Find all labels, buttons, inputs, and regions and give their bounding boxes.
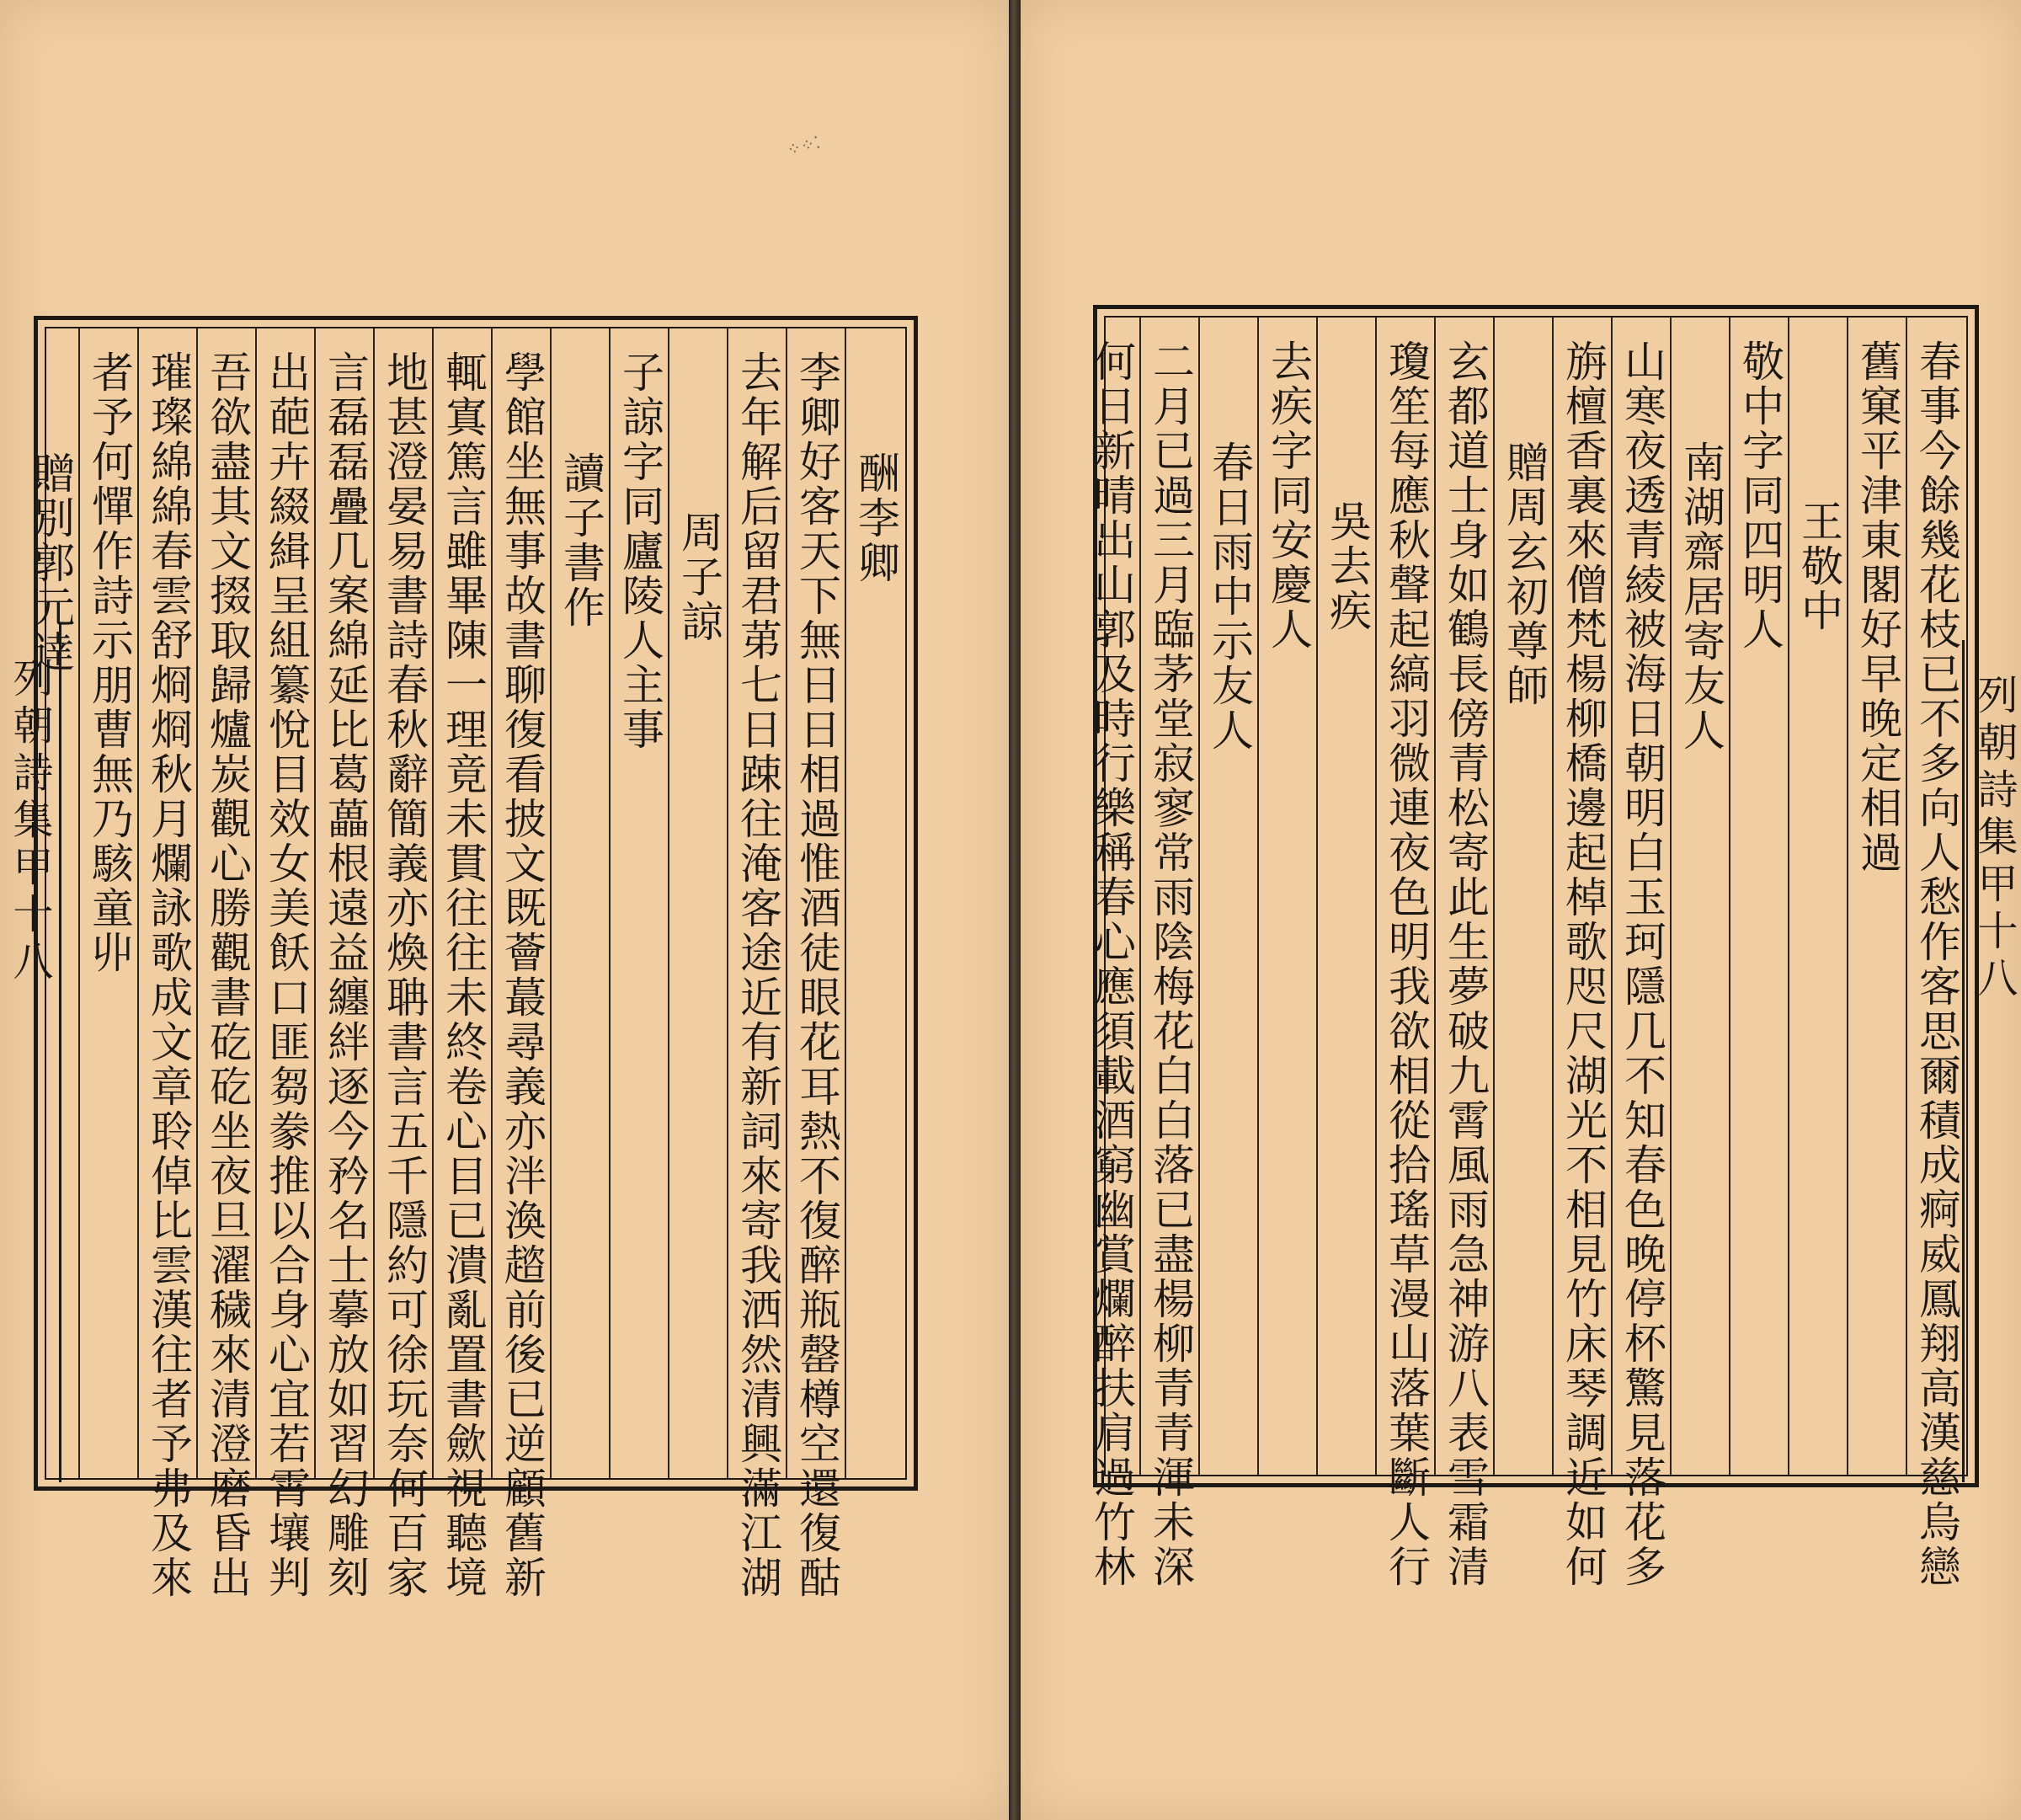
column-rule [1257,318,1259,1475]
author-name: 王敬中 [1794,499,1843,633]
book-gutter [1009,0,1021,1820]
column-rule [609,328,611,1478]
column-rule [668,328,669,1478]
column-rule [196,328,198,1478]
poem-line: 學館坐無事故書聊復看披文既薈蕞尋義亦泮渙趦前後已逆顧舊新 [498,350,547,1600]
book-title: 列朝詩集甲十八 [1970,674,2018,1004]
right-text-frame [1087,305,1979,1589]
author-bio: 去疾字同安慶人 [1264,339,1313,652]
column-rule [1670,318,1672,1475]
column-rule [786,328,787,1478]
author-bio: 敬中字同四明人 [1736,339,1784,652]
poem-title: 贈別郭元逹 [26,451,75,675]
poem-line: 出葩卉綴緝呈組纂悅目效女美飫口匪芻豢推以合身心宜若霄壤判 [262,350,311,1600]
column-rule [1316,318,1318,1475]
poem-line: 去年解后留君苐七日踈往淹客途近有新詞來寄我洒然清興滿江湖 [733,350,782,1600]
column-rule [373,328,375,1478]
right-fold-edge [1962,640,2021,1482]
column-rule [78,328,80,1478]
left-fold-edge [0,623,61,1482]
poem-line: 者予何憚作詩示朋曹無乃駭童丱 [85,350,134,975]
poem-line: 璀璨綿綿春雲舒烱烱秋月爛詠歌成文章聆倬比雲漢往者予弗及來 [144,350,193,1600]
poem-line: 舊窠平津東閣好早晚定相過 [1853,339,1902,875]
poem-line: 玄都道士身如鶴長傍青松寄此生夢破九霄風雨急神游八表雪霜清 [1441,339,1490,1589]
poem-line: 何日新晴出山郭及時行樂稱春心應須載酒窮幽賞爛醉扶肩過竹林 [1087,339,1136,1589]
right-text-block [1087,316,1968,1589]
column-rule [1434,318,1436,1475]
column-rule [1493,318,1495,1475]
column-rule [1611,318,1613,1475]
column-rule [314,328,316,1478]
column-rule [255,328,257,1478]
column-rule [1906,318,1907,1475]
poem-title: 贈周玄初尊師 [1500,440,1549,708]
poem-title: 讀子書作 [557,451,605,630]
poem-line: 春事今餘幾花枝已不多向人愁作客思爾積成痾威鳳翔高漢慈烏戀 [1912,339,1961,1589]
ink-mark: ⁘⁘⁚ [784,131,823,161]
column-rule [1729,318,1730,1475]
column-rule [845,328,846,1478]
column-rule [550,328,552,1478]
poem-line: 瓊笙每應秋聲起縞羽微連夜色明我欲相從拾瑤草漫山落葉斷人行 [1382,339,1431,1589]
poem-line: 旃檀香裏來僧梵楊柳橋邊起棹歌咫尺湖光不相見竹床琴調近如何 [1559,339,1608,1589]
column-rule [432,328,434,1478]
poem-line: 吾欲盡其文掇取歸爐炭觀心勝觀書矻矻坐夜旦濯穢來清澄磨昏出 [203,350,252,1600]
poem-line: 輒寘篤言雖畢陳一理竟未貫往往未終卷心目已潰亂置書歛視聽境 [439,350,488,1600]
author-name: 周子諒 [675,510,723,644]
column-rule [1139,318,1141,1475]
column-rule [1847,318,1848,1475]
right-page [1021,0,2021,1820]
author-bio: 子諒字同廬陵人主事 [616,350,664,752]
poem-line: 地甚澄晏易書詩春秋辭簡義亦煥聃書言五千隱約可徐玩奈何百家 [380,350,429,1600]
poem-title: 春日雨中示友人 [1205,440,1254,753]
poem-line: 言磊磊疊几案綿延比葛藟根遠益纏絆逐今矜名士摹放如習幻雕刻 [321,350,370,1600]
column-rule [491,328,493,1478]
column-rule [137,328,139,1478]
poem-title: 南湖齋居寄友人 [1677,440,1725,753]
poem-line: 山寒夜透青綾被海日朝明白玉珂隱几不知春色晚停杯驚見落花多 [1618,339,1666,1589]
book-title: 列朝詩集甲十八 [6,657,53,987]
poem-line: 二月已過三月臨茅堂寂寥常雨陰梅花白白落已盡楊柳青青渾未深 [1146,339,1195,1589]
column-rule [727,328,728,1478]
author-name: 吳去疾 [1323,499,1372,633]
poem-title: 酬李卿 [851,451,900,585]
column-rule [1198,318,1200,1475]
column-rule [1552,318,1554,1475]
column-rule [1788,318,1789,1475]
poem-line: 李卿好客天下無日日相過惟酒徒眼花耳熱不復醉瓶罄樽空還復酤 [792,350,841,1600]
column-rule [1375,318,1377,1475]
